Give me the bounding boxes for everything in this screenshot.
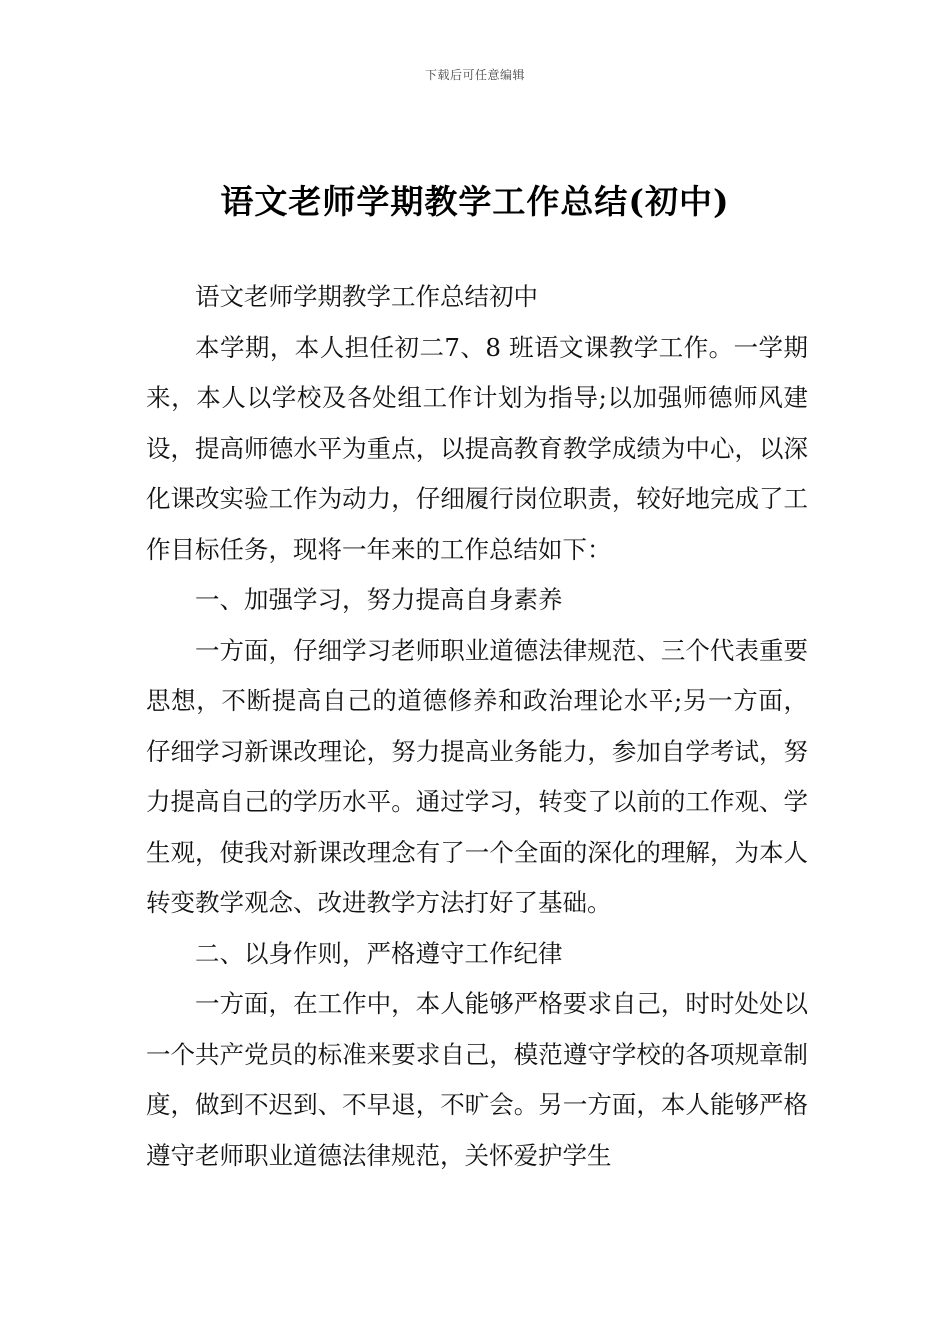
section-heading-2: 二、以身作则，严格遵守工作纪律 [195, 938, 563, 968]
subtitle-paragraph: 语文老师学期教学工作总结初中 [195, 282, 538, 311]
section-1-paragraph: 一方面，仔细学习老师职业道德法律规范、三个代表重要思想，不断提高自己的道德修养和政治理论水平;另一方面，仔细学习新课改理论，努力提高业务能力，参加自学考试，努力提高自己的学历水平。通过学习，转变了以前的工作观、学生观，使我对新课改理念有了一个全面的深化的理解，为本人转变教学观念、改进教学方法打好了基础。 [146, 635, 808, 917]
intro-paragraph: 本学期，本人担任初二7、8 班语文课教学工作。一学期来，本人以学校及各处组工作计划为指导;以加强师德师风建设，提高师德水平为重点，以提高教育教学成绩为中心，以深化课改实验工作为动力，仔细履行岗位职责，较好地完成了工作目标任务，现将一年来的工作总结如下： [146, 332, 808, 564]
document-body [146, 272, 808, 1181]
section-2-paragraph: 一方面，在工作中，本人能够严格要求自己，时时处处以一个共产党员的标准来要求自己，模范遵守学校的各项规章制度，做到不迟到、不早退，不旷会。另一方面，本人能够严格遵守老师职业道德法律规范，关怀爱护学生 [146, 989, 808, 1170]
document-title: 语文老师学期教学工作总结(初中) [220, 182, 730, 221]
section-heading-1: 一、加强学习，努力提高自身素养 [195, 585, 563, 614]
header-note: 下载后可任意编辑 [424, 68, 525, 82]
